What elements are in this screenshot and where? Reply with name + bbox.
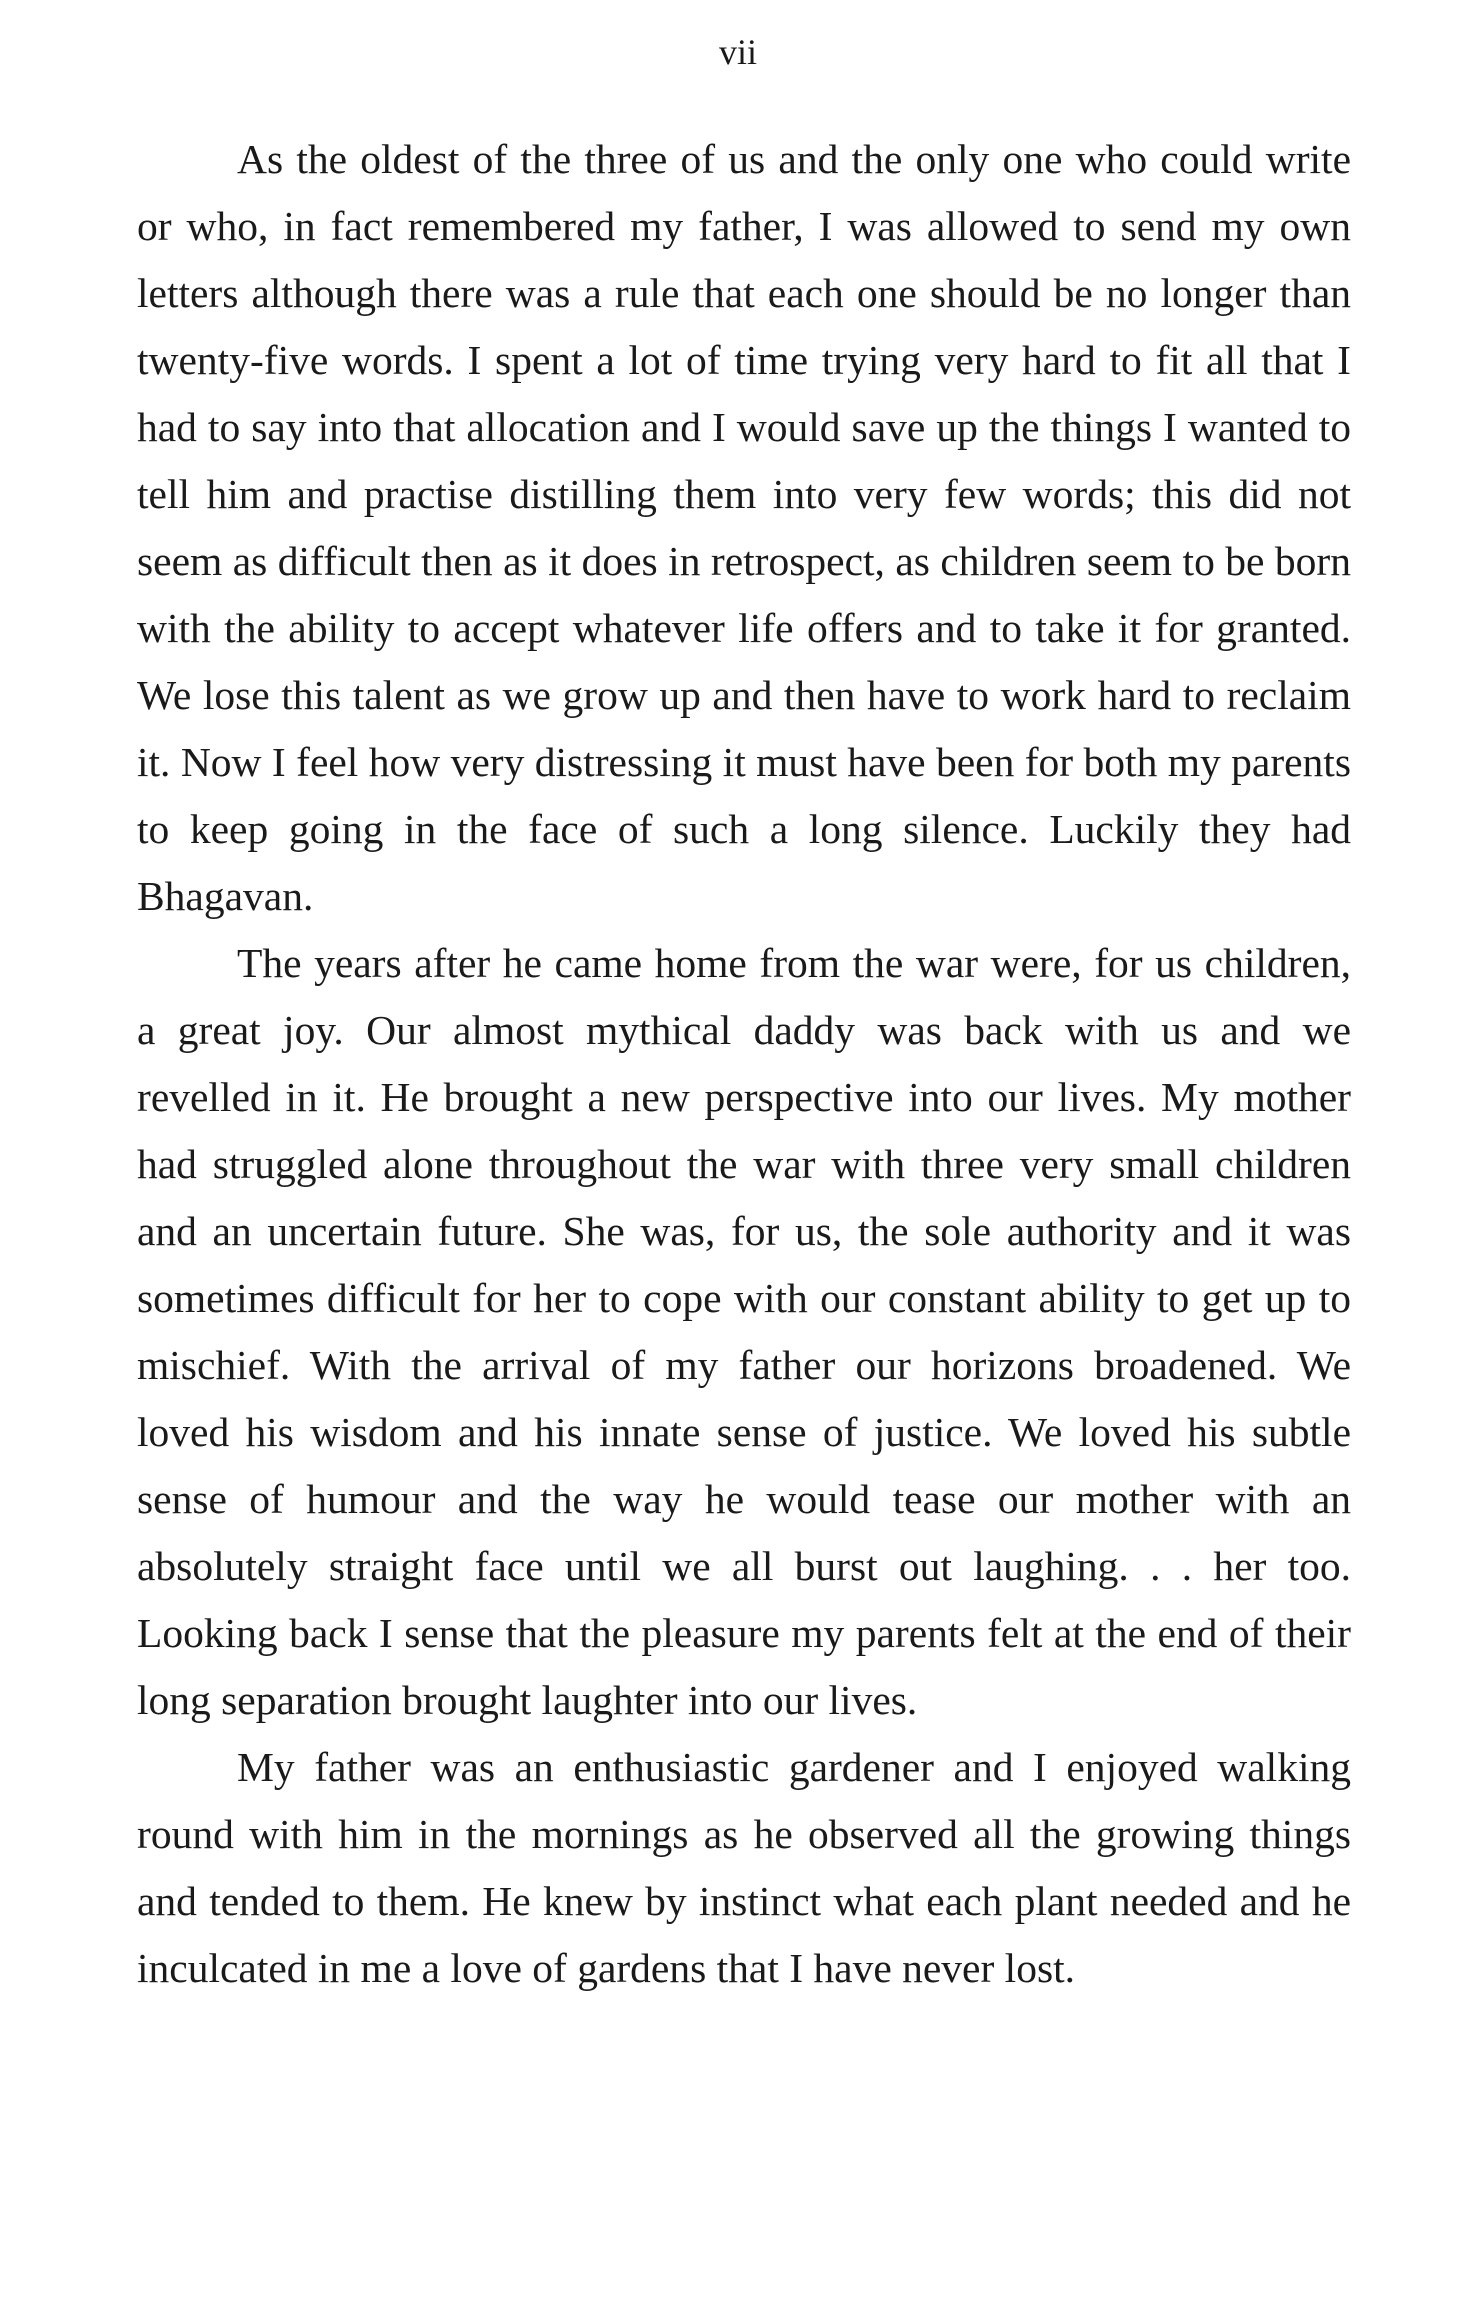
paragraph-3: My father was an enthusiastic gardener and I enjoyed walking round with him in the mornings as he observed all the growing things and tended to them. He knew by instinct what each plant needed and he inculcated in me a love of gardens that I have never lost. (137, 1744, 1351, 1991)
paragraph-2: The years after he came home from the war were, for us children, a great joy. Our almost mythical daddy was back with us and we revelled in it. He brought a new perspective into our lives. My mother had struggled alone throughout the war with three very small children and an uncertain future. She was, for us, the sole authority and it was sometimes difficult for her to cope with our constant ability to get up to mischief. With the arrival of my father our horizons broadened. We loved his wisdom and his innate sense of justice. We loved his subtle sense of humour and the way he would tease our mother with an absolutely straight face until we all burst out laughing. . . her too. Looking back I sense that the pleasure my parents felt at the end of their long separation brought laughter into our lives. (137, 940, 1351, 1723)
page-number: vii (718, 32, 757, 72)
paragraph-1: As the oldest of the three of us and the only one who could write or who, in fact remembered my father, I was allowed to send my own letters although there was a rule that each one should be no longer than twenty-five words. I spent a lot of time trying very hard to fit all that I had to say into that allocation and I would save up the things I wanted to tell him and practise distilling them into very few words; this did not seem as difficult then as it does in retrospect, as children seem to be born with the ability to accept whatever life offers and to take it for granted. We lose this talent as we grow up and then have to work hard to reclaim it. Now I feel how very distressing it must have been for both my parents to keep going in the face of such a long silence. Luckily they had Bhagavan. (137, 136, 1351, 919)
body-text (137, 126, 1351, 2002)
